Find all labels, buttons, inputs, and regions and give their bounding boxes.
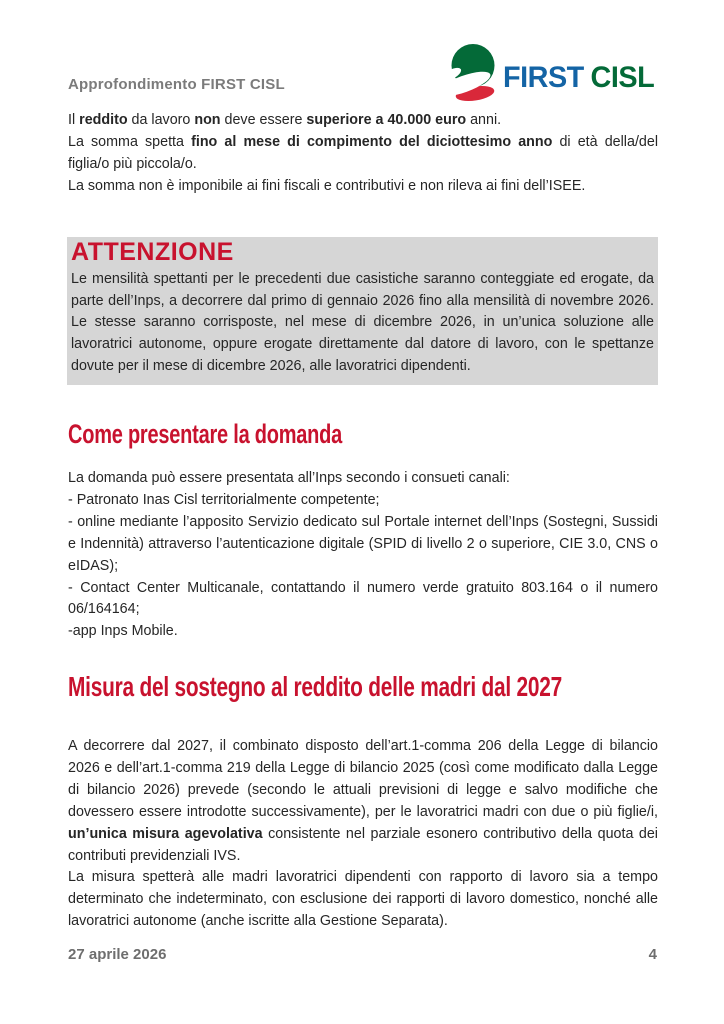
channel-item: - Contact Center Multicanale, contattando il numero verde gratuito 803.164 o il numero 06/164164;: [68, 579, 658, 618]
footer-page-number: 4: [648, 946, 657, 963]
channel-item: -app Inps Mobile.: [68, 623, 178, 640]
logo-text-cisl: CISL: [590, 61, 655, 94]
footer-date: 27 aprile 2026: [68, 946, 167, 963]
measure-paragraph-2: [68, 867, 658, 933]
text-run: La somma spetta: [68, 133, 192, 150]
text-run: Il: [68, 112, 80, 128]
intro-section: [68, 110, 658, 198]
attention-body: Le mensilità spettanti per le precedenti due casistiche saranno conteggiate ed erogate, da parte dell’Inps, a decorrere dal primo di gennaio 2026 fino alla mensilità di novembre 2026. Le stesse saranno corrisposte, nel mese di dicembre 2026, in un’unica soluzione alle lavoratrici autonome, oppure erogate direttamente dal datore di lavoro, con le spettanze dovute per il mese di dicembre 2026, alle lavoratrici dipendenti.: [71, 271, 654, 374]
intro-paragraph-2: [68, 132, 658, 176]
text-run: anni.: [466, 112, 502, 128]
first-cisl-wordmark: [503, 61, 654, 95]
text-run: A decorrere dal 2027, il combinato disposto dell’art.1-comma 206 della Legge di bilancio 2026 e dell’art.1-comma 219 della Legge di bilancio 2025 (così come modificato dalla Legge di bilancio 2026) prevede (secondo le attuali previsioni di legge e salvo modifiche che dovessero essere introdotte successivamente), per le lavoratrici madri con due o più figlie/i,: [68, 738, 658, 820]
attention-title: ATTENZIONE: [71, 238, 234, 266]
text-run-bold: non: [194, 112, 221, 128]
paragraph: [68, 736, 658, 867]
text-run: consistente nel parziale esonero contributivo della quota dei contributi previdenziali IVS.: [68, 825, 658, 864]
measure-paragraph-1: [68, 736, 658, 867]
section-heading-domanda: Come presentare la domanda: [68, 419, 343, 449]
application-intro-line: La domanda può essere presentata all’Inps secondo i consueti canali:: [68, 470, 510, 486]
intro-paragraph-1: [68, 110, 658, 132]
text-run-bold: fino al mese di compimento del diciottesimo anno: [191, 133, 553, 150]
cisl-globe-icon: [448, 44, 502, 106]
paragraph: La misura spetterà alle madri lavoratrici dipendenti con rapporto di lavoro sia a tempo determinato che indeterminato, con esclusione dei rapporti di lavoro domestico, nonché alle lavoratrici autonome (anche iscritte alla Gestione Separata).: [68, 869, 658, 929]
text-run-bold: superiore a 40.000 euro: [306, 112, 467, 128]
text-run: da lavoro: [127, 112, 195, 128]
main-heading-misura-2027: Misura del sostegno al reddito delle madri dal 2027: [68, 671, 563, 702]
attention-box: [67, 237, 658, 385]
text-run: deve essere: [220, 112, 307, 128]
text-run-bold: reddito: [79, 112, 128, 128]
channel-item: - Patronato Inas Cisl territorialmente competente;: [68, 491, 380, 508]
application-channels-section: [68, 468, 658, 643]
channel-item: - online mediante l’apposito Servizio dedicato sul Portale internet dell’Inps (Sostegni, Sussidi e Indennità) attraverso l’autenticazione digitale (SPID di livello 2 o superiore, CIE 3.0, CNS o eIDAS);: [68, 513, 658, 574]
document-label: Approfondimento FIRST CISL: [68, 76, 285, 93]
text-run-bold: un’unica misura agevolativa: [68, 825, 263, 842]
intro-paragraph-3: La somma non è imponibile ai fini fiscali e contributivi e non rileva ai fini dell’ISEE.: [68, 177, 586, 194]
text-run: di età della/del figlia/o più piccola/o.: [68, 133, 658, 172]
logo-text-first: FIRST: [503, 61, 584, 94]
